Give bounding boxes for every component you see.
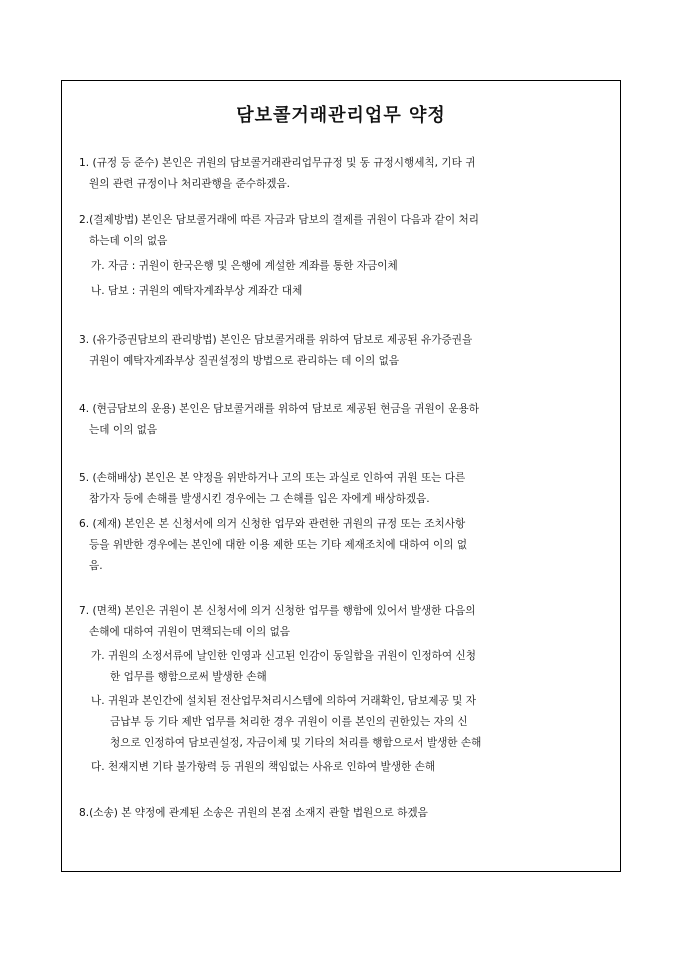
clause-line: 손해에 대하여 귀원이 면책되는데 이의 없음: [89, 626, 291, 638]
clause-line: 참가자 등에 손해를 발생시킨 경우에는 그 손해를 입은 자에게 배상하겠음.: [89, 493, 430, 505]
sub-item-da: 다. 천재지변 기타 불가항력 등 귀원의 책임없는 사유로 인하여 발생한 손해: [91, 761, 436, 773]
document-frame: [61, 80, 621, 872]
clause-3: [79, 330, 605, 372]
clause-line: 5. (손해배상) 본인은 본 약정을 위반하거나 고의 또는 과실로 인하여 귀원 또는 다른: [79, 472, 466, 484]
sub-item-na: 나. 담보 : 귀원의 예탁자계좌부상 계좌간 대체: [91, 285, 303, 297]
clause-line: 귀원이 예탁자계좌부상 질권설정의 방법으로 관리하는 데 이의 없음: [89, 355, 400, 367]
sub-item-line: 금납부 등 기타 제반 업무를 처리한 경우 귀원이 이를 본인의 권한있는 자의 신: [110, 716, 468, 728]
clause-4: [79, 399, 605, 441]
clause-line: 3. (유가증권담보의 관리방법) 본인은 담보콜거래를 위하여 담보로 제공된 유가증권을: [79, 334, 473, 346]
clause-1: [79, 153, 605, 195]
clause-5: [79, 468, 605, 510]
clause-line: 6. (제재) 본인은 본 신청서에 의거 신청한 업무와 관련한 귀원의 규정 또는 조치사항: [79, 518, 466, 530]
sub-item-ga: 가. 자금 : 귀원이 한국은행 및 은행에 계설한 계좌를 통한 자금이체: [91, 260, 398, 272]
clause-line: 1. (규정 등 준수) 본인은 귀원의 담보콜거래관리업무규정 및 동 규정시행세칙, 기타 귀: [79, 157, 476, 169]
clause-line: 4. (현금담보의 운용) 본인은 담보콜거래를 위하여 담보로 제공된 현금을 귀원이 운용하: [79, 403, 479, 415]
sub-item-line: 한 업무를 행함으로써 발생한 손해: [110, 671, 267, 683]
sub-item-ga: 가. 귀원의 소정서류에 날인한 인영과 신고된 인감이 동일함을 귀원이 인정하여 신청: [91, 650, 476, 662]
clause-line: 하는데 이의 없음: [89, 235, 168, 247]
clause-7: [79, 601, 605, 778]
clause-line: 7. (면책) 본인은 귀원이 본 신청서에 의거 신청한 업무를 행함에 있어서 발생한 다음의: [79, 605, 476, 617]
clause-line: 2.(결제방법) 본인은 담보콜거래에 따른 자금과 담보의 결제를 귀원이 다음과 같이 처리: [79, 214, 479, 226]
clause-6: [79, 514, 605, 577]
clause-line: 8.(소송) 본 약정에 관계된 소송은 귀원의 본점 소재지 관할 법원으로 하겠음: [79, 807, 428, 819]
clause-line: 는데 이의 없음: [89, 424, 158, 436]
document-title: 담보콜거래관리업무 약정: [236, 105, 446, 126]
clause-line: 등을 위반한 경우에는 본인에 대한 이용 제한 또는 기타 제재조치에 대하여 이의 없: [89, 539, 468, 551]
clause-line: 음.: [89, 560, 103, 572]
clause-8: [79, 803, 605, 824]
clause-2: [79, 210, 605, 302]
sub-item-line: 청으로 인정하여 담보권설정, 자금이체 및 기타의 처리를 행함으로서 발생한 손해: [110, 737, 482, 749]
sub-item-na: 나. 귀원과 본인간에 설치된 전산업무처리시스템에 의하여 거래확인, 담보제공 및 자: [91, 695, 476, 707]
clause-line: 원의 관련 규정이나 처리관행을 준수하겠음.: [89, 178, 291, 190]
